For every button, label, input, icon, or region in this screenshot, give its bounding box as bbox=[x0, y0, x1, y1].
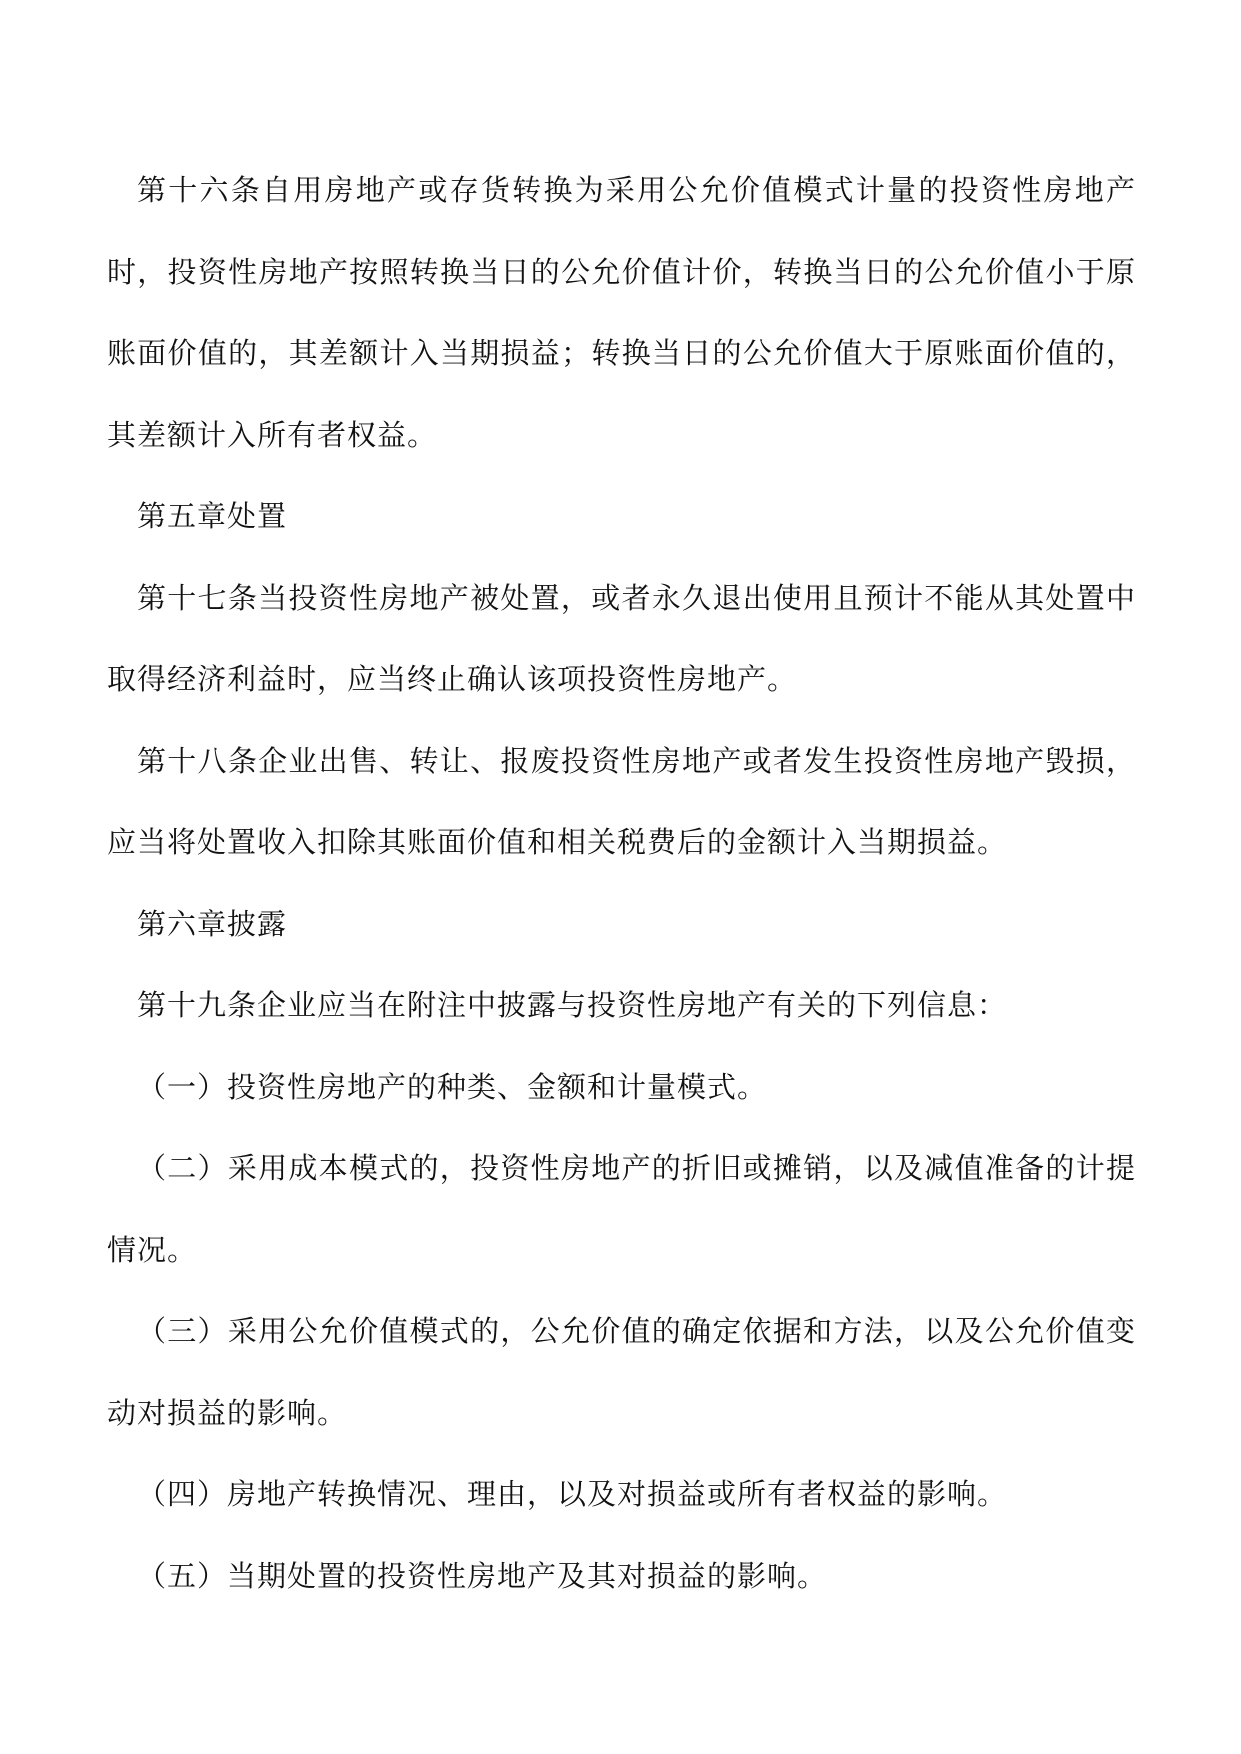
article-19-paragraph: 第十九条企业应当在附注中披露与投资性房地产有关的下列信息： bbox=[137, 988, 1008, 1022]
chapter-6-heading: 第六章披露 bbox=[137, 906, 288, 941]
article-18-paragraph: 第十八条企业出售、转让、报废投资性房地产或者发生投资性房地产毁损，应当将处置收入扣除其账面价值和相关税费后的金额计入当期损益。 bbox=[107, 743, 1136, 859]
disclosure-item-1: （一）投资性房地产的种类、金额和计量模式。 bbox=[137, 1069, 768, 1104]
disclosure-item-3: （三）采用公允价值模式的，公允价值的确定依据和方法，以及公允价值变动对损益的影响。 bbox=[107, 1314, 1136, 1430]
disclosure-item-5: （五）当期处置的投资性房地产及其对损益的影响。 bbox=[137, 1558, 828, 1593]
disclosure-item-2: （二）采用成本模式的，投资性房地产的折旧或摊销，以及减值准备的计提情况。 bbox=[107, 1151, 1136, 1267]
article-17-paragraph: 第十七条当投资性房地产被处置，或者永久退出使用且预计不能从其处置中取得经济利益时，应当终止确认该项投资性房地产。 bbox=[107, 580, 1136, 696]
article-16-paragraph: 第十六条自用房地产或存货转换为采用公允价值模式计量的投资性房地产时，投资性房地产按照转换当日的公允价值计价，转换当日的公允价值小于原账面价值的，其差额计入当期损益；转换当日的公允价值大于原账面价值的，其差额计入所有者权益。 bbox=[107, 173, 1136, 452]
disclosure-item-4: （四）房地产转换情况、理由，以及对损益或所有者权益的影响。 bbox=[137, 1477, 1008, 1511]
chapter-5-heading: 第五章处置 bbox=[137, 499, 288, 533]
